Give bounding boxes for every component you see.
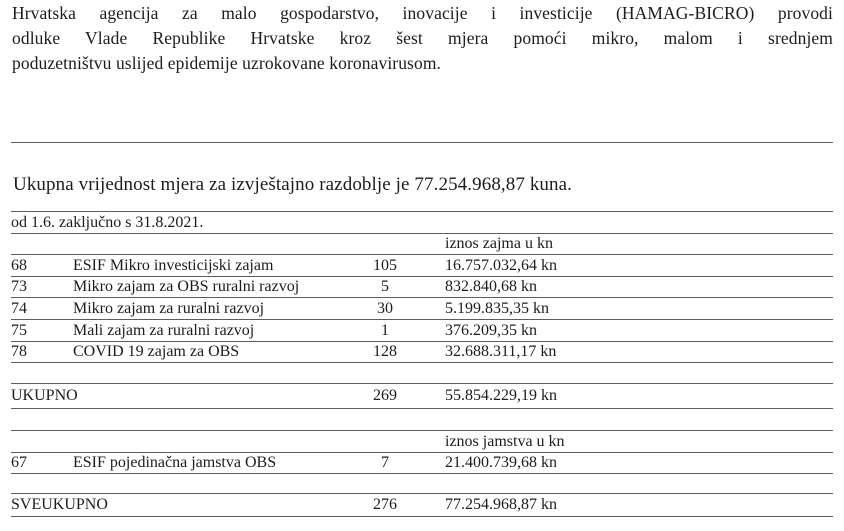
measure-name: ESIF Mikro investicijski zajam: [73, 255, 325, 277]
measure-code: 75: [11, 320, 73, 342]
period-header-row: [11, 212, 833, 234]
measure-code: 68: [11, 255, 73, 277]
measure-code: 74: [11, 298, 73, 320]
measure-count: 7: [325, 453, 445, 474]
period-header: od 1.6. zaključno s 31.8.2021.: [11, 212, 833, 234]
measure-amount: 21.400.739,68 kn: [445, 453, 833, 474]
table-row: [11, 342, 833, 363]
measure-amount: 32.688.311,17 kn: [445, 342, 833, 363]
measure-name: COVID 19 zajam za OBS: [73, 342, 325, 363]
table-row: [11, 277, 833, 298]
intro-line: poduzetništvu uslijed epidemije uzrokovane koronavirusom.: [12, 53, 442, 73]
measures-table: [11, 211, 833, 517]
measure-name: ESIF pojedinačna jamstva OBS: [73, 453, 325, 474]
total-label: UKUPNO: [11, 384, 325, 409]
measure-count: 5: [325, 277, 445, 298]
loan-amount-column-header: iznos zajma u kn: [445, 234, 833, 255]
measure-name: Mali zajam za ruralni razvoj: [73, 320, 325, 342]
guarantee-amount-column-header: iznos jamstva u kn: [445, 431, 833, 453]
measure-count: 1: [325, 320, 445, 342]
table-row: [11, 255, 833, 277]
measure-name: Mikro zajam za OBS ruralni razvoj: [73, 277, 325, 298]
measure-amount: 16.757.032,64 kn: [445, 255, 833, 277]
grand-total-row: [11, 494, 833, 517]
table-row: [11, 453, 833, 474]
guarantee-amount-header-row: [11, 431, 833, 453]
horizontal-rule: [11, 142, 833, 143]
total-amount: 55.854.229,19 kn: [445, 384, 833, 409]
intro-line: Hrvatska agencija za malo gospodarstvo, inovacije i investicije (HAMAG-BICRO) provodi: [12, 3, 833, 23]
empty-row: [11, 474, 833, 494]
loan-amount-header-row: [11, 234, 833, 255]
measure-count: 30: [325, 298, 445, 320]
grand-total-label: SVEUKUPNO: [11, 494, 325, 517]
summary-text: Ukupna vrijednost mjera za izvještajno razdoblje je 77.254.968,87 kuna.: [13, 174, 572, 195]
intro-line: odluke Vlade Republike Hrvatske kroz šest mjera pomoći mikro, malom i srednjem: [12, 28, 833, 48]
grand-total-count: 276: [325, 494, 445, 517]
measure-count: 105: [325, 255, 445, 277]
total-count: 269: [325, 384, 445, 409]
table-row: [11, 320, 833, 342]
measure-amount: 832.840,68 kn: [445, 277, 833, 298]
measure-count: 128: [325, 342, 445, 363]
intro-paragraph: [12, 1, 833, 76]
spacer-row: [11, 409, 833, 431]
table-row: [11, 298, 833, 320]
empty-row: [11, 363, 833, 384]
measure-code: 78: [11, 342, 73, 363]
measure-code: 73: [11, 277, 73, 298]
total-row: [11, 384, 833, 409]
measure-amount: 376.209,35 kn: [445, 320, 833, 342]
measure-name: Mikro zajam za ruralni razvoj: [73, 298, 325, 320]
measure-code: 67: [11, 453, 73, 474]
measure-amount: 5.199.835,35 kn: [445, 298, 833, 320]
grand-total-amount: 77.254.968,87 kn: [445, 494, 833, 517]
